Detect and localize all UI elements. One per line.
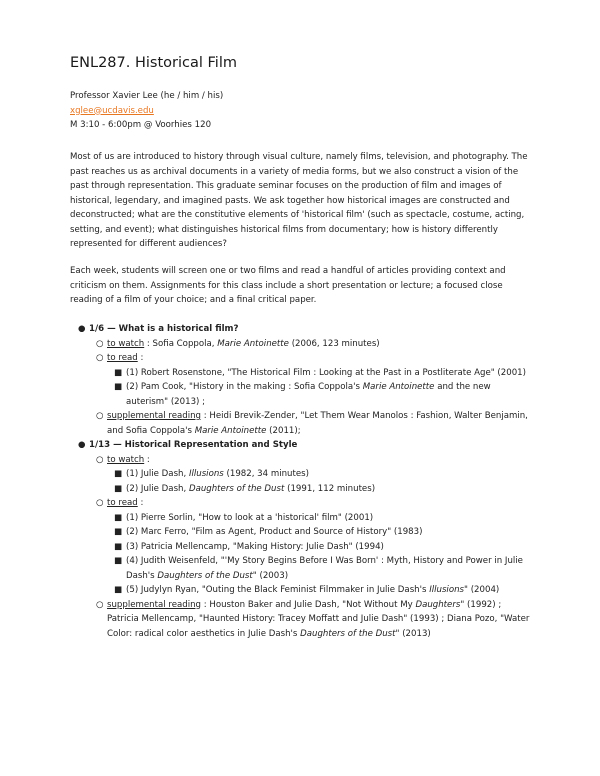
week-2-read-item-2: ■ (2) Marc Ferro, "Film as Agent, Product and Source of History" (1983) [70, 525, 530, 540]
week-2-watch-item-1: ■ (1) Julie Dash, Illusions (1982, 34 minutes) [70, 467, 530, 482]
bullet-icon: ● [78, 440, 86, 450]
week-2-watch: ○ to watch : [70, 453, 530, 468]
to-watch-label: to watch [107, 338, 145, 349]
week-2-read-item-1: ■ (1) Pierre Sorlin, "How to look at a 'historical' film" (2001) [70, 511, 530, 526]
week-1-supplemental: ○ supplemental reading : Heidi Brevik-Zender, "Let Them Wear Manolos : Fashion, Walter Benjamin, and Sofia Coppola's Marie Antoinette (2011); [96, 411, 528, 436]
supplemental-reading-label: supplemental reading [107, 411, 202, 421]
schedule-line: M 3:10 - 6:00pm @ Voorhies 120 [70, 120, 212, 130]
to-watch-label: to watch [107, 454, 145, 465]
week-2-read: ○ to read : [70, 496, 530, 511]
circle-bullet-icon: ○ [96, 338, 104, 349]
course-description: Most of us are introduced to history through visual culture, namely films, television, and photography. The past reaches us as archival documents in a variety of media forms, but we also construct a vision of the past through representation. This graduate seminar focuses on the production of film and images of historical, legendary, and imagined pasts. We ask together how historical images are constructed and deconstructed; what are the constitutive elements of 'historical film' (such as spectacle, costume, acting, setting, and event); what distinguishes historical films from documentary; how is history differently represented for different audiences? [70, 152, 528, 249]
square-bullet-icon: ■ [114, 527, 123, 537]
square-bullet-icon: ■ [114, 556, 123, 566]
square-bullet-icon: ■ [114, 585, 123, 595]
week-2-supplemental: ○ supplemental reading : Houston Baker and Julie Dash, "Not Without My Daughters" (1992) ; Patricia Mellencamp, "Haunted History: Tracey Moffatt and Julie Dash" (1993) ; Diana Pozo, "Water Color: radical color aesthetics in Julie Dash's Daughters of the Dust" (2013) [96, 599, 530, 639]
week-1-read: ○ to read : [70, 351, 530, 366]
week-1-read-item-2: ■ (2) Pam Cook, "History in the making : Sofia Coppola's Marie Antoinette and the new auterism" (2013) ; [114, 382, 491, 407]
square-bullet-icon: ■ [114, 367, 123, 378]
to-read-label: to read [107, 498, 138, 508]
square-bullet-icon: ■ [114, 541, 123, 552]
week-2-read-item-3: ■ (3) Patricia Mellencamp, "Making History: Julie Dash" (1994) [70, 540, 530, 555]
week-2-read-item-5: ■ (5) Judylyn Ryan, "Outing the Black Feminist Filmmaker in Julie Dash's Illusions" (2004) [70, 583, 530, 598]
square-bullet-icon: ■ [114, 483, 123, 494]
week-2-read-item-4: ■ (4) Judith Weisenfeld, "'My Story Begins Before I Was Born' : Myth, History and Power in Julie Dash's Daughters of the Dust" (2003) [114, 556, 523, 581]
circle-bullet-icon: ○ [96, 353, 104, 363]
to-read-label: to read [107, 353, 138, 363]
course-meta [70, 89, 223, 133]
circle-bullet-icon: ○ [96, 599, 104, 610]
email-link[interactable]: xglee@ucdavis.edu [70, 105, 154, 116]
course-assignments: Each week, students will screen one or two films and read a handful of articles providing context and criticism on them. Assignments for this class include a short presentation or lecture; a focused close reading of a film of your choice; and a final critical paper. [70, 266, 506, 305]
circle-bullet-icon: ○ [96, 498, 104, 508]
circle-bullet-icon: ○ [96, 454, 104, 465]
square-bullet-icon: ■ [114, 382, 123, 392]
square-bullet-icon: ■ [114, 469, 123, 479]
professor-line: Professor Xavier Lee (he / him / his) [70, 91, 224, 101]
circle-bullet-icon: ○ [96, 411, 104, 421]
week-2-watch-item-2: ■ (2) Julie Dash, Daughters of the Dust (1991, 112 minutes) [70, 482, 530, 497]
week-1-watch: ○ to watch : Sofia Coppola, Marie Antoinette (2006, 123 minutes) [70, 337, 530, 352]
week-2-heading: ● 1/13 — Historical Representation and Style [70, 438, 530, 453]
schedule-list [70, 322, 530, 641]
course-title: ENL287. Historical Film [70, 55, 237, 71]
bullet-icon: ● [78, 324, 86, 334]
square-bullet-icon: ■ [114, 512, 123, 523]
week-1-read-item-1: ■ (1) Robert Rosenstone, "The Historical Film : Looking at the Past in a Postliterate Age" (2001) [70, 366, 530, 381]
supplemental-reading-label: supplemental reading [107, 599, 202, 610]
week-1-heading: ● 1/6 — What is a historical film? [70, 322, 530, 337]
